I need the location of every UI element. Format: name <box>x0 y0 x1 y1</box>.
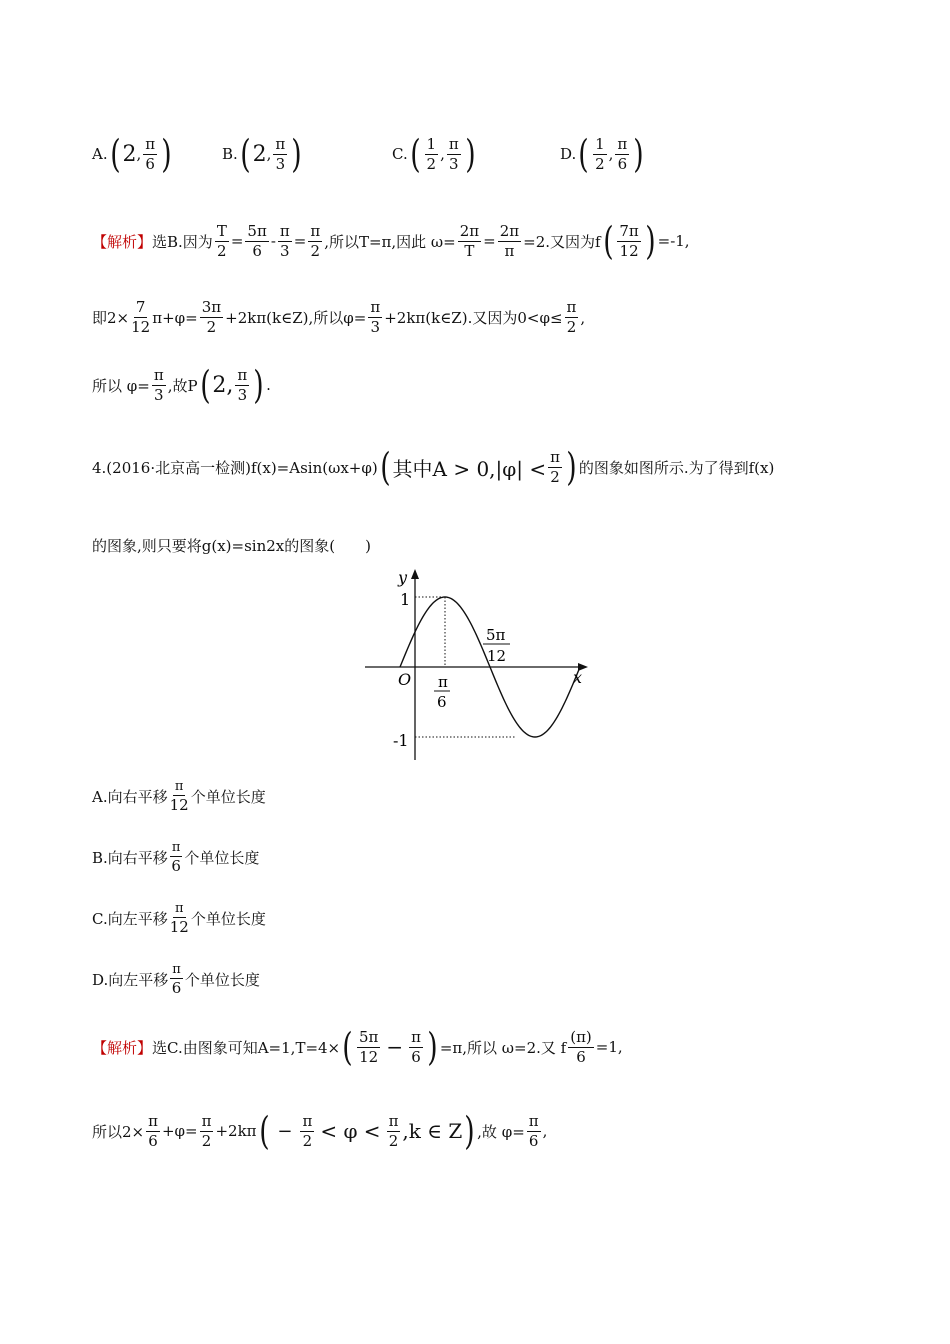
tick2-num: 5π <box>486 626 506 644</box>
choice-d[interactable]: D. 向左平移 $\frac{\pi}{6}$ 个单位长度 <box>92 962 260 997</box>
option-letter: A. <box>92 145 108 163</box>
choice-b[interactable]: B. 向右平移 $\frac{\pi}{6}$ 个单位长度 <box>92 840 260 875</box>
question4-line1: 4.(2016·北京高一检测)f(x)=Asin(ωx+φ) ( 其中A > 0,|φ| < $\frac{\pi}{2}$ ) 的图象如图所示.为了得到f(x) <box>92 445 775 489</box>
solution2-line2: 所以2× $\frac{\pi}{6}$ +φ= $\frac{\pi}{2}$ +2kπ ( − $\frac{\pi}{2}$ < φ < $\frac{\pi}{2}$ ,k ∈ Z ) ,故 φ= $\frac{\pi}{6}$ , <box>92 1109 548 1153</box>
option-letter: D. <box>560 145 577 163</box>
option-d[interactable]: D. ( $\frac{1}{2}$ , $\frac{\pi}{6}$ ) <box>560 132 644 176</box>
option-letter: C. <box>392 145 408 163</box>
choice-c[interactable]: C. 向左平移 $\frac{\pi}{12}$ 个单位长度 <box>92 901 266 936</box>
y-max-label: 1 <box>400 590 411 609</box>
x-axis-label: x <box>573 668 583 687</box>
origin-label: O <box>398 670 412 689</box>
sine-graph <box>360 565 600 765</box>
y-axis-arrow <box>411 569 419 579</box>
option-a[interactable]: A. ( 2 , $\frac{\pi}{6}$ ) <box>92 132 172 176</box>
analysis-tag: 【解析】 <box>92 1038 153 1057</box>
option-c[interactable]: C. ( $\frac{1}{2}$ , $\frac{\pi}{3}$ ) <box>392 132 476 176</box>
analysis-tag: 【解析】 <box>92 232 153 251</box>
option-letter: B. <box>222 145 238 163</box>
tick2-den: 12 <box>487 647 507 665</box>
y-axis-label: y <box>398 568 408 587</box>
question4-line2: 的图象,则只要将g(x)=sin2x的图象( ) <box>92 537 371 555</box>
tick1-den: 6 <box>437 693 447 711</box>
choice-a[interactable]: A. 向右平移 $\frac{\pi}{12}$ 个单位长度 <box>92 779 266 814</box>
solution1-line1: 【解析】 选B.因为 $\frac{T}{2}$ = $\frac{5\pi}{6}$ - $\frac{\pi}{3}$ = $\frac{\pi}{2}$ ,所以T=π,因此 ω= $\frac{2\pi}{T}$ = $\frac{2\pi}{\pi}$ =2.又因为f ( $\frac{7\pi}{12}$ ) =-1, <box>92 219 690 263</box>
solution2-line1: 【解析】 选C.由图象可知A=1,T=4× ( $\frac{5\pi}{12}$ − $\frac{\pi}{6}$ ) =π,所以 ω=2.又 f $\frac{(\pi)}{6}$ =1, <box>92 1025 623 1069</box>
solution1-line3: 所以 φ= $\frac{\pi}{3}$ ,故P ( 2, $\frac{\pi}{3}$ ) . <box>92 363 271 407</box>
solution1-line2: 即2× $\frac{7}{12}$ π+φ= $\frac{3\pi}{2}$ +2kπ(k∈Z),所以φ= $\frac{\pi}{3}$ +2kπ(k∈Z).又因为0<φ≤ $\frac{\pi}{2}$ , <box>92 298 586 336</box>
tick1-num: π <box>438 673 448 691</box>
option-b[interactable]: B. ( 2 , $\frac{\pi}{3}$ ) <box>222 132 302 176</box>
y-min-label: -1 <box>393 731 409 750</box>
